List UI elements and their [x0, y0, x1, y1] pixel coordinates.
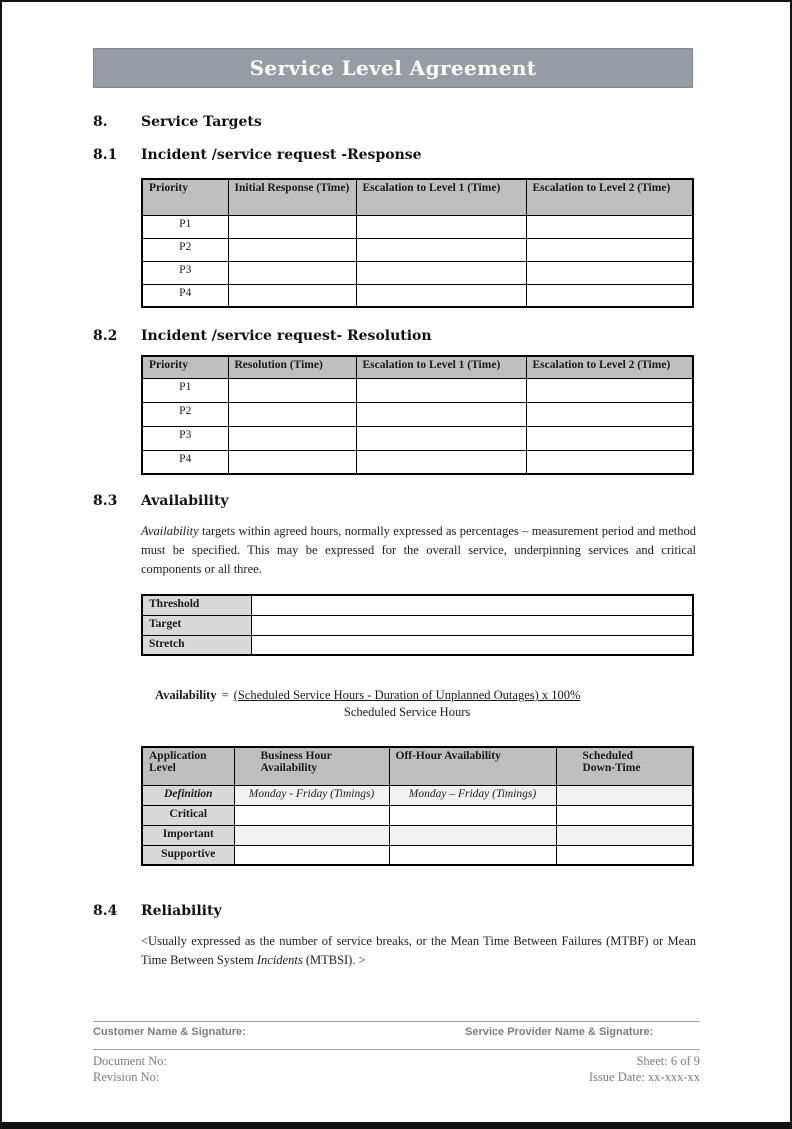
reliability-text-1: <Usually expressed as the number of service breaks, or the Mean Time Between Failures (MTBF) or Mean Time Between System: [141, 934, 696, 967]
fill-cell[interactable]: [556, 785, 693, 805]
fill-cell[interactable]: [228, 261, 356, 284]
availability-paragraph-text: targets within agreed hours, normally expressed as percentages – measurement period and method must be specified. This may be expressed for the overall service, underpinning services and critical components or all three.: [141, 524, 696, 576]
fill-cell[interactable]: [356, 284, 526, 307]
signature-row: [93, 1021, 700, 1038]
fill-cell[interactable]: [356, 215, 526, 238]
table-row: [142, 238, 693, 261]
fill-cell[interactable]: [526, 450, 693, 474]
section-number: 8.2: [93, 328, 118, 344]
definition-off-hour: Monday – Friday (Timings): [389, 785, 556, 805]
availability-paragraph: [141, 522, 696, 579]
definition-business-hour: Monday - Friday (Timings): [234, 785, 389, 805]
section-8-heading: [93, 114, 790, 130]
stretch-label: Stretch: [142, 635, 251, 655]
table-row: [142, 450, 693, 474]
header-row: [142, 356, 693, 378]
document-info-right: [589, 1053, 700, 1085]
section-number: 8.3: [93, 493, 118, 509]
fill-cell[interactable]: [526, 378, 693, 402]
fill-cell[interactable]: [234, 825, 389, 845]
col-header-application-level: Application Level: [142, 747, 234, 785]
table-row: [142, 595, 693, 615]
fill-cell[interactable]: [251, 595, 693, 615]
header-row: [142, 747, 693, 785]
formula-numerator: (Scheduled Service Hours - Duration of Unplanned Outages) x 100%: [233, 688, 581, 702]
fill-cell[interactable]: [356, 450, 526, 474]
table-row: [142, 785, 693, 805]
table-row: [142, 825, 693, 845]
fill-cell[interactable]: [356, 261, 526, 284]
fill-cell[interactable]: [251, 615, 693, 635]
formula-fraction: [234, 687, 581, 721]
supportive-label: Supportive: [142, 845, 234, 865]
table-row: [142, 845, 693, 865]
fill-cell[interactable]: [356, 378, 526, 402]
definition-label: Definition: [142, 785, 234, 805]
table-row: [142, 426, 693, 450]
fill-cell[interactable]: [356, 402, 526, 426]
document-info-left: [93, 1053, 167, 1085]
section-title: Incident /service request- Resolution: [141, 328, 432, 344]
header-row: [142, 179, 693, 215]
formula-lhs: Availability: [155, 688, 217, 702]
priority-label: P2: [142, 402, 228, 426]
target-label: Target: [142, 615, 251, 635]
fill-cell[interactable]: [526, 426, 693, 450]
col-header-escalation-l2: Escalation to Level 2 (Time): [526, 356, 693, 378]
section-number: 8.: [93, 114, 108, 130]
priority-label: P4: [142, 284, 228, 307]
document-title: Service Level Agreement: [249, 56, 537, 80]
col-header-escalation-l1: Escalation to Level 1 (Time): [356, 179, 526, 215]
section-title: Availability: [141, 493, 229, 509]
fill-cell[interactable]: [556, 845, 693, 865]
availability-levels-table: [141, 594, 694, 656]
priority-label: P3: [142, 426, 228, 450]
availability-lead-word: Availability: [141, 524, 199, 538]
critical-label: Critical: [142, 805, 234, 825]
section-title: Reliability: [141, 903, 222, 919]
priority-label: P4: [142, 450, 228, 474]
issue-date: Issue Date: xx-xxx-xx: [588, 1070, 700, 1084]
col-header-resolution: Resolution (Time): [228, 356, 356, 378]
fill-cell[interactable]: [234, 805, 389, 825]
threshold-label: Threshold: [142, 595, 251, 615]
priority-label: P1: [142, 215, 228, 238]
fill-cell[interactable]: [251, 635, 693, 655]
col-header-scheduled-downtime: Scheduled Down-Time: [556, 747, 693, 785]
table-row: [142, 215, 693, 238]
fill-cell[interactable]: [356, 426, 526, 450]
revision-no-label: Revision No:: [93, 1070, 160, 1084]
reliability-paragraph: [141, 932, 696, 970]
table-row: [142, 261, 693, 284]
fill-cell[interactable]: [526, 238, 693, 261]
fill-cell[interactable]: [228, 284, 356, 307]
important-label: Important: [142, 825, 234, 845]
fill-cell[interactable]: [389, 825, 556, 845]
document-title-banner: [93, 48, 693, 88]
fill-cell[interactable]: [556, 805, 693, 825]
col-header-escalation-l2: Escalation to Level 2 (Time): [526, 179, 693, 215]
page-bottom-edge: [2, 1122, 790, 1129]
col-header-escalation-l1: Escalation to Level 1 (Time): [356, 356, 526, 378]
customer-signature-label: Customer Name & Signature:: [93, 1026, 246, 1038]
fill-cell[interactable]: [356, 238, 526, 261]
resolution-targets-table: [141, 355, 694, 475]
col-header-off-hour: Off-Hour Availability: [389, 747, 556, 785]
formula-denominator: Scheduled Service Hours: [343, 705, 471, 719]
reliability-text-2: (MTBSI). >: [302, 953, 366, 967]
section-title: Service Targets: [141, 114, 262, 130]
section-8-2-heading: [93, 328, 790, 344]
priority-label: P1: [142, 378, 228, 402]
fill-cell[interactable]: [228, 378, 356, 402]
fill-cell[interactable]: [389, 805, 556, 825]
table-row: [142, 284, 693, 307]
fill-cell[interactable]: [556, 825, 693, 845]
fill-cell[interactable]: [526, 215, 693, 238]
priority-label: P3: [142, 261, 228, 284]
section-8-3-heading: [93, 493, 790, 509]
table-row: [142, 805, 693, 825]
section-8-4-heading: [93, 903, 790, 919]
fill-cell[interactable]: [228, 238, 356, 261]
fill-cell[interactable]: [526, 284, 693, 307]
fill-cell[interactable]: [234, 845, 389, 865]
col-header-priority: Priority: [142, 179, 228, 215]
table-row: [142, 378, 693, 402]
fill-cell[interactable]: [389, 845, 556, 865]
page-footer: [93, 1021, 700, 1085]
document-info-row: [93, 1049, 700, 1085]
table-row: [142, 402, 693, 426]
section-8-1-heading: [93, 147, 790, 163]
col-header-business-hour: Business Hour Availability: [234, 747, 389, 785]
provider-signature-label: Service Provider Name & Signature:: [465, 1026, 654, 1038]
document-no-label: Document No:: [93, 1054, 167, 1068]
fill-cell[interactable]: [228, 215, 356, 238]
formula-equals: =: [221, 688, 229, 702]
table-row: [142, 635, 693, 655]
sheet-info: Sheet: 6 of 9: [636, 1054, 700, 1068]
fill-cell[interactable]: [526, 402, 693, 426]
response-targets-table: [141, 178, 694, 308]
availability-formula: [155, 687, 790, 721]
section-number: 8.4: [93, 903, 118, 919]
fill-cell[interactable]: [228, 450, 356, 474]
fill-cell[interactable]: [526, 261, 693, 284]
section-title: Incident /service request -Response: [141, 147, 422, 163]
table-row: [142, 615, 693, 635]
col-header-priority: Priority: [142, 356, 228, 378]
col-header-initial-response: Initial Response (Time): [228, 179, 356, 215]
fill-cell[interactable]: [228, 426, 356, 450]
fill-cell[interactable]: [228, 402, 356, 426]
reliability-italic-word: Incidents: [256, 953, 303, 967]
section-number: 8.1: [93, 147, 118, 163]
application-availability-table: [141, 746, 694, 866]
priority-label: P2: [142, 238, 228, 261]
